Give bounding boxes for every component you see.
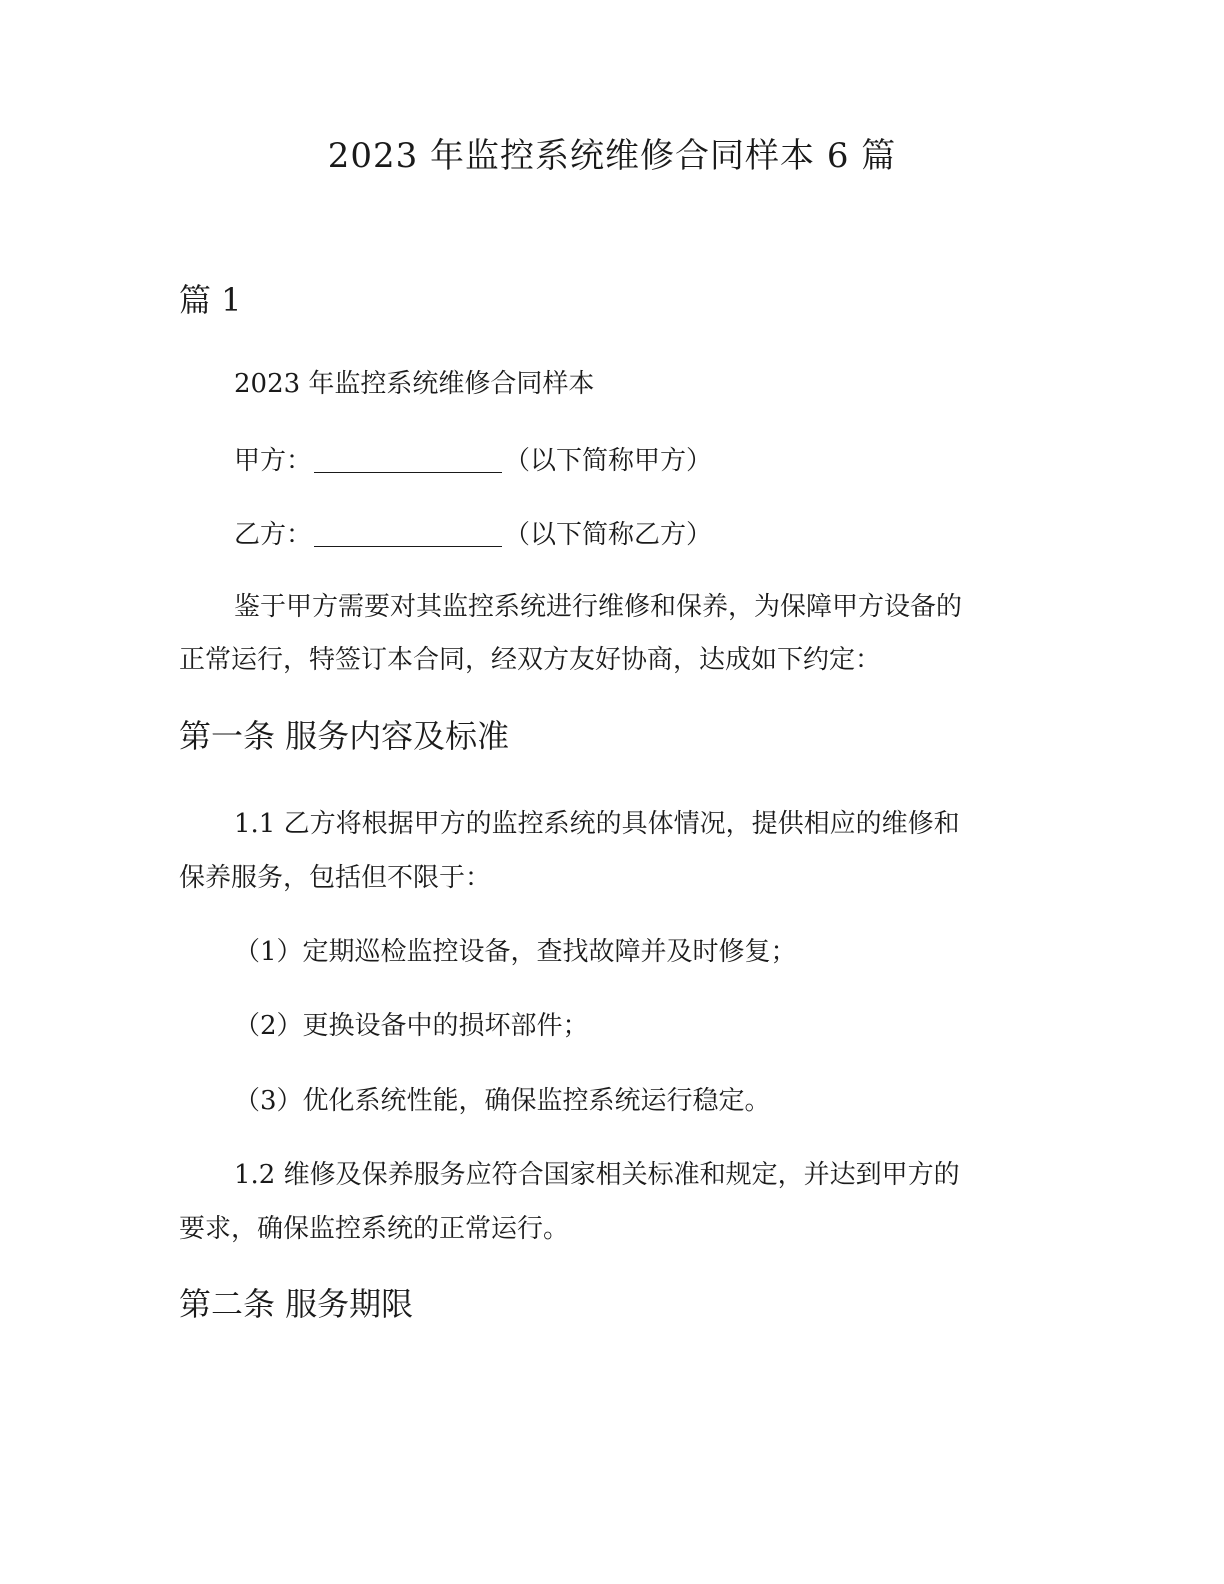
- party-b-suffix: （以下简称乙方）: [504, 520, 713, 550]
- party-a-line: [234, 440, 712, 479]
- party-b-line: [234, 514, 712, 553]
- preamble-line-2: 正常运行，特签订本合同，经双方友好协商，达成如下约定：: [179, 645, 882, 675]
- party-b-label: 乙方：: [234, 520, 313, 550]
- clause-1-1-line-2: 保养服务，包括但不限于：: [179, 863, 492, 893]
- party-a-label: 甲方：: [234, 446, 313, 476]
- article-1-heading: 第一条 服务内容及标准: [179, 717, 510, 755]
- party-a-suffix: （以下简称甲方）: [504, 446, 713, 476]
- list-item-3: （3）优化系统性能，确保监控系统运行稳定。: [234, 1086, 771, 1116]
- list-item-2: （2）更换设备中的损坏部件；: [234, 1011, 589, 1041]
- contract-subtitle: 2023 年监控系统维修合同样本: [234, 369, 595, 399]
- article-2-heading: 第二条 服务期限: [179, 1285, 414, 1323]
- document-title: 2023 年监控系统维修合同样本 6 篇: [327, 136, 897, 176]
- preamble-line-1: 鉴于甲方需要对其监控系统进行维修和保养，为保障甲方设备的: [234, 592, 963, 622]
- clause-1-1-line-1: 1.1 乙方将根据甲方的监控系统的具体情况，提供相应的维修和: [234, 809, 960, 839]
- party-b-blank-field[interactable]: [314, 518, 502, 547]
- list-item-1: （1）定期巡检监控设备，查找故障并及时修复；: [234, 937, 797, 967]
- clause-1-2-line-1: 1.2 维修及保养服务应符合国家相关标准和规定，并达到甲方的: [234, 1160, 960, 1190]
- party-a-blank-field[interactable]: [314, 444, 502, 473]
- clause-1-2-line-2: 要求，确保监控系统的正常运行。: [179, 1214, 570, 1244]
- section-label: 篇 1: [179, 281, 242, 319]
